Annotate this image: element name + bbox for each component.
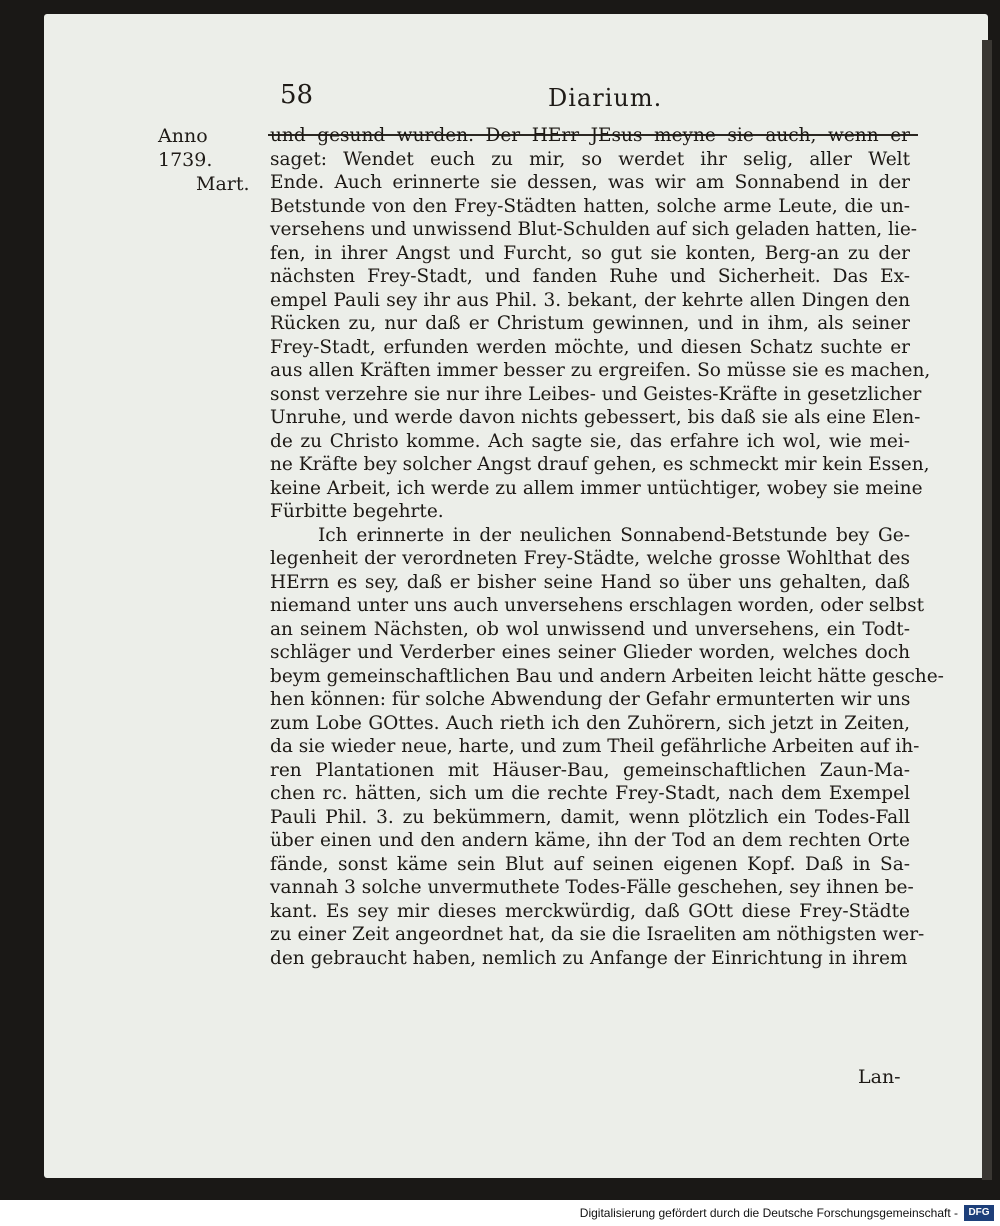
text-line: über einen und den andern käme, ihn der Tod an dem rechten Orte — [270, 830, 910, 851]
body-text — [270, 124, 944, 970]
footer-bar — [0, 1200, 1000, 1226]
text-line: zum Lobe GOttes. Auch rieth ich den Zuhörern, sich jetzt in Zeiten, — [270, 712, 910, 734]
text-line: zu einer Zeit angeordnet hat, da sie die Israeliten am nöthigsten wer- — [270, 924, 925, 945]
text-line: den gebraucht haben, nemlich zu Anfange der Einrichtung in ihrem — [270, 947, 908, 969]
text-line: ne Kräfte bey solcher Angst drauf gehen, es schmeckt mir kein Essen, — [270, 454, 930, 475]
text-line: Fürbitte begehrte. — [270, 501, 444, 522]
text-line: Ich erinnerte in der neulichen Sonnabend-Betstunde bey Ge- — [318, 524, 910, 546]
text-line: kant. Es sey mir dieses merckwürdig, daß GOtt diese Frey-Städte — [270, 900, 910, 922]
text-line: Frey-Stadt, erfunden werden möchte, und diesen Schatz suchte er — [270, 336, 910, 358]
text-line: versehens und unwissend Blut-Schulden auf sich geladen hatten, lie- — [270, 219, 918, 240]
text-line: vannah 3 solche unvermuthete Todes-Fälle geschehen, sey ihnen be- — [270, 877, 914, 898]
text-line: nächsten Frey-Stadt, und fanden Ruhe und Sicherheit. Das Ex- — [270, 266, 910, 287]
page-number: 58 — [280, 80, 314, 110]
text-line: de zu Christo komme. Ach sagte sie, das erfahre ich wol, wie mei- — [270, 430, 910, 452]
text-line: hen können: für solche Abwendung der Gefahr ermunterten wir uns — [270, 689, 911, 710]
text-line: Unruhe, und werde davon nichts gebessert, bis daß sie als eine Elen- — [270, 407, 921, 428]
text-line: empel Pauli sey ihr aus Phil. 3. bekant, der kehrte allen Dingen den — [270, 289, 910, 311]
text-line: niemand unter uns auch unversehens erschlagen worden, oder selbst — [270, 595, 925, 616]
text-line: saget: Wendet euch zu mir, so werdet ihr selig, aller Welt — [270, 148, 910, 170]
text-line: HErrn es sey, daß er bisher seine Hand so über uns gehalten, daß — [270, 571, 910, 593]
text-line: Rücken zu, nur daß er Christum gewinnen, und in ihm, als seiner — [270, 313, 910, 334]
text-line: legenheit der verordneten Frey-Städte, welche grosse Wohlthat des — [270, 548, 910, 569]
text-line: aus allen Kräften immer besser zu ergreifen. So müsse sie es machen, — [270, 360, 931, 381]
running-head: Diarium. — [548, 84, 663, 112]
text-line: chen rc. hätten, sich um die rechte Frey-Stadt, nach dem Exempel — [270, 783, 910, 804]
text-line: Pauli Phil. 3. zu bekümmern, damit, wenn plötzlich ein Todes-Fall — [270, 806, 910, 828]
text-line: fen, in ihrer Angst und Furcht, so gut sie konten, Berg-an zu der — [270, 242, 910, 264]
text-line: Betstunde von den Frey-Städten hatten, solche arme Leute, die un- — [270, 195, 910, 217]
page-header — [280, 80, 914, 114]
text-line: und gesund wurden. Der HErr JEsus meyne sie auch, wenn er — [270, 125, 910, 146]
text-line: sonst verzehre sie nur ihre Leibes- und Geistes-Kräfte in gesetzlicher — [270, 383, 922, 405]
catchword: Lan- — [858, 1066, 901, 1088]
text-line: da sie wieder neue, harte, und zum Theil gefährliche Arbeiten auf ih- — [270, 736, 920, 757]
margin-note — [158, 124, 268, 196]
margin-month: Mart. — [196, 173, 250, 195]
text-line: Ende. Auch erinnerte sie dessen, was wir am Sonnabend in der — [270, 172, 910, 193]
text-line: schläger und Verderber eines seiner Glieder worden, welches doch — [270, 642, 910, 663]
text-line: keine Arbeit, ich werde zu allem immer untüchtiger, wobey sie meine — [270, 477, 923, 499]
dfg-logo: DFG — [964, 1205, 994, 1221]
margin-year: Anno 1739. — [158, 125, 213, 171]
text-line: fände, sonst käme sein Blut auf seinen eigenen Kopf. Daß in Sa- — [270, 853, 910, 875]
text-line: ren Plantationen mit Häuser-Bau, gemeinschaftlichen Zaun-Ma- — [270, 759, 910, 781]
page-edge — [982, 40, 992, 1180]
text-line: beym gemeinschaftlichen Bau und andern Arbeiten leicht hätte gesche- — [270, 665, 944, 687]
footer-credit: Digitalisierung gefördert durch die Deutsche Forschungsgemeinschaft - — [579, 1206, 958, 1220]
text-line: an seinem Nächsten, ob wol unwissend und unversehens, ein Todt- — [270, 618, 910, 640]
